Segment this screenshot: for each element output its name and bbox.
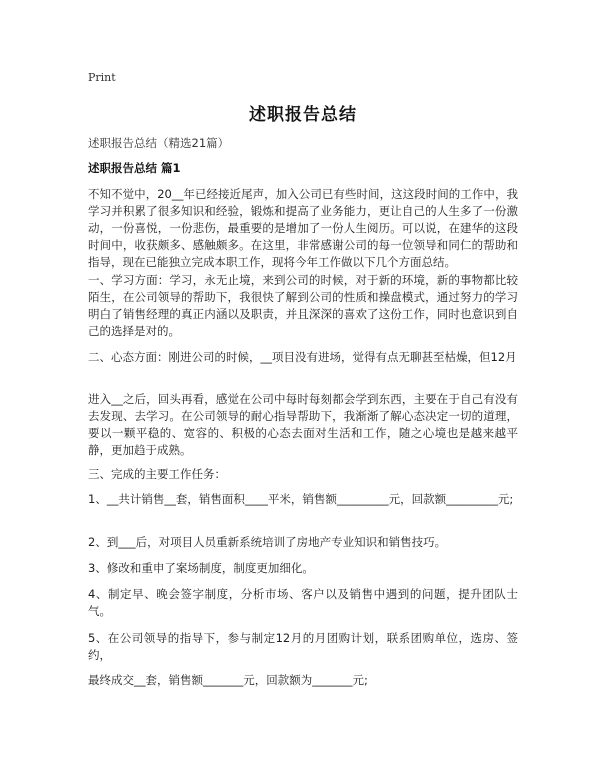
list-item-task-2: 2、到___后，对项目人员重新系统培训了房地产专业知识和销售技巧。 — [88, 535, 447, 549]
list-item-task-1: 1、__共计销售__套，销售面积____平米，销售额_________元，回款额_________元; — [88, 492, 514, 506]
paragraph-mindset-continued: 进入__之后，回头再看，感觉在公司中每时每刻都会学到东西，主要在于自己有没有去发现、去学习。在公司领导的耐心指导帮助下，我渐渐了解心态决定一切的道理，要以一颗平稳的、宽容的、积极的心态去面对生活和工作，随之心境也是越来越平静，更加趋于成熟。 — [88, 392, 518, 457]
paragraph-tasks-heading: 三、完成的主要工作任务： — [88, 467, 226, 481]
paragraph-mindset: 二、心态方面：刚进公司的时候，__项目没有进场，觉得有点无聊甚至枯燥，但12月 — [88, 350, 517, 364]
document-title: 述职报告总结 — [249, 105, 357, 125]
list-item-task-4: 4、制定早、晚会签字制度，分析市场、客户以及销售中遇到的问题，提升团队士气。 — [88, 587, 518, 618]
print-label: Print — [88, 71, 116, 84]
list-item-task-5: 5、在公司领导的指导下，参与制定12月的月团购计划，联系团购单位，选房、签约， — [88, 631, 518, 662]
paragraph-final-deal: 最终成交__套，销售额_______元，回款额为_______元; — [88, 673, 368, 687]
document-subtitle: 述职报告总结（精选21篇） — [88, 136, 230, 150]
paragraph-intro: 不知不觉中，20__年已经接近尾声，加入公司已有些时间，这这段时间的工作中，我学习并积累了很多知识和经验，锻炼和提高了业务能力，更让自己的人生多了一份激动，一份喜悦，一份悲伤，最重要的是增加了一份人生阅历。可以说，在建华的这段时间中，收获颇多、感触颇多。在这里，非常感谢公司的每一位领导和同仁的帮助和指导，现在已能独立完成本职工作，现将今年工作做以下几个方面总结。 — [88, 187, 518, 269]
paragraph-study: 一、学习方面：学习，永无止境，来到公司的时候，对于新的环境，新的事物都比较陌生，在公司领导的帮助下，我很快了解到公司的性质和操盘模式，通过努力的学习明白了销售经理的真正内涵以及职责，并且深深的喜欢了这份工作，同时也意识到自己的选择是对的。 — [88, 273, 518, 338]
list-item-task-3: 3、修改和重申了案场制度，制度更加细化。 — [88, 561, 314, 575]
section-heading: 述职报告总结 篇1 — [88, 161, 181, 175]
